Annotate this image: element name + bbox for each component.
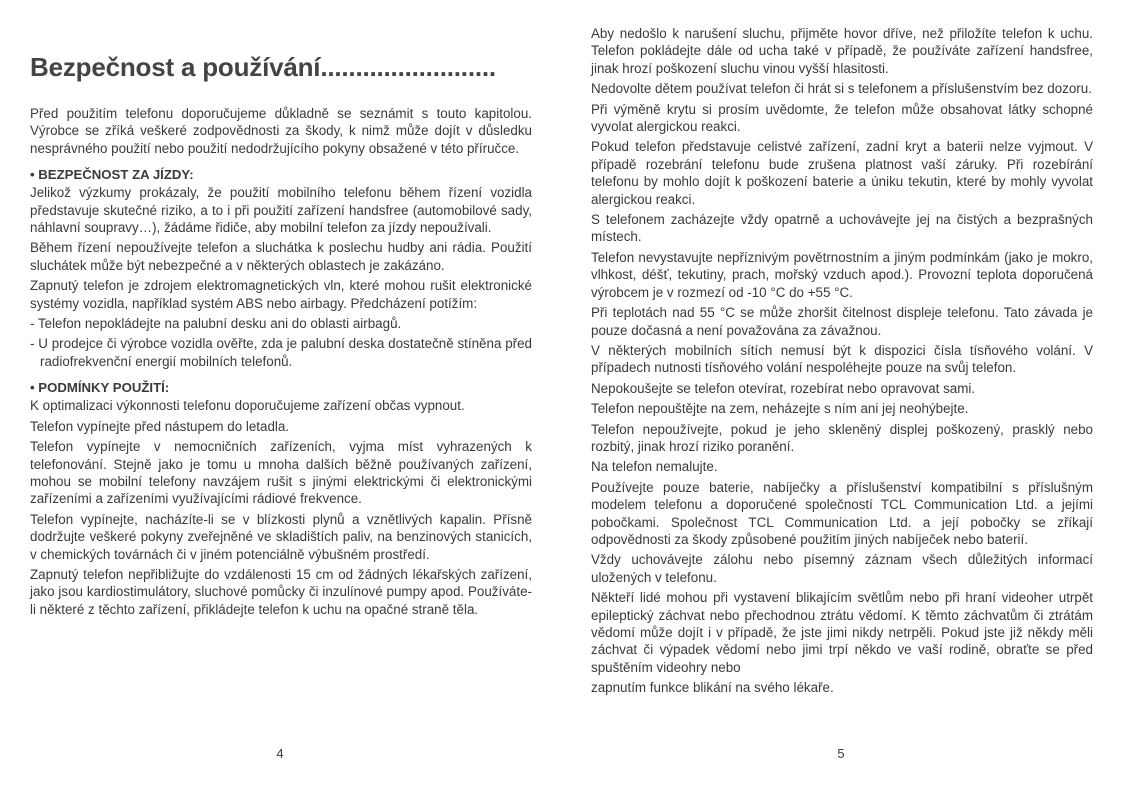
- paragraph: Při výměně krytu si prosím uvědomte, že telefon může obsahovat látky schopné vyvolat alergickou reakci.: [591, 101, 1093, 135]
- paragraph: S telefonem zacházejte vždy opatrně a uchovávejte jej na čistých a bezprašných místech.: [591, 212, 1093, 245]
- left-page-content: [30, 105, 532, 621]
- paragraph: Telefon nevystavujte nepříznivým povětrnostním a jiným podmínkám (jako je mokro, vlhkost, déšť, tekutiny, prach, mořský vzduch apod.). Provozní teplota doporučená výrobcem je v rozmezí od -10 °C do +55 °C.: [591, 249, 1093, 300]
- paragraph: V některých mobilních sítích nemusí být k dispozici čísla tísňového volání. V případech nutnosti tísňového volání nespoléhejte pouze na svůj telefon.: [591, 342, 1093, 376]
- page-number: 4: [276, 746, 284, 761]
- paragraph: Na telefon nemalujte.: [591, 459, 718, 475]
- paragraph: Nepokoušejte se telefon otevírat, rozebírat nebo opravovat sami.: [591, 380, 976, 396]
- paragraph: Telefon vypínejte, nacházíte-li se v blízkosti plynů a vznětlivých kapalin. Přísně dodržujte veškeré pokyny zveřejněné ve skladištích paliv, na benzinových stanicích, v chemických továrnách či v jiném potenciálně výbušném prostředí.: [30, 511, 532, 562]
- intro-paragraph: Před použitím telefonu doporučujeme důkladně se seznámit s touto kapitolou. Výrobce se zříká veškeré zodpovědnosti za škody, k nimž může dojít v důsledku nesprávného použití nebo použití nedodržujícího pokyny obsažené v této příručce.: [30, 106, 532, 156]
- paragraph: Během řízení nepoužívejte telefon a sluchátka k poslechu hudby ani rádia. Použití sluchátek může být nebezpečné a v některých oblastech je zakázáno.: [30, 240, 532, 273]
- paragraph: Aby nedošlo k narušení sluchu, přijměte hovor dříve, než přiložíte telefon k uchu. Telefon pokládejte dále od ucha také v případě, že používáte zařízení handsfree, jinak hrozí poškození sluchu vinou vyšší hlasitosti.: [591, 26, 1093, 76]
- paragraph: Pokud telefon představuje celistvé zařízení, zadní kryt a baterii nelze vyjmout. V případě rozebrání telefonu bude zrušena platnost vaší záruky. Při rozebírání telefonu by mohlo dojít k poškození baterie a úniku tekutin, které by mohly vyvolat alergickou reakci.: [591, 139, 1093, 207]
- paragraph: K optimalizaci výkonnosti telefonu doporučujeme zařízení občas vypnout.: [30, 398, 465, 414]
- paragraph: Telefon vypínejte v nemocničních zařízeních, vyjma míst vyhrazených k telefonování. Stejně jako je tomu u mnoha dalších běžně používaných zařízení, mohou se mobilní telefony navzájem rušit s jinými elektrickými či elektronickými zařízeními a zařízeními využívajícími rádiové frekvence.: [30, 439, 532, 507]
- paragraph: Telefon nepouštějte na zem, neházejte s ním ani jej neohýbejte.: [591, 401, 969, 417]
- paragraph: Jelikož výzkumy prokázaly, že použití mobilního telefonu během řízení vozidla představuje skutečné riziko, a to i při použití zařízení handsfree (automobilové sady, náhlavní soupravy…), žádáme řidiče, aby mobilní telefon za jízdy nepoužívali.: [30, 185, 532, 236]
- bullet-item: - U prodejce či výrobce vozidla ověřte, zda je palubní deska dostatečně stíněna před radiofrekvenční energií mobilních telefonů.: [30, 336, 532, 369]
- paragraph: Zapnutý telefon je zdrojem elektromagnetických vln, které mohou rušit elektronické systémy vozidla, například systém ABS nebo airbagy. Předcházení potížím:: [30, 278, 532, 311]
- right-page-content: [591, 25, 1093, 700]
- section-heading-conditions: • PODMÍNKY POUŽITÍ:: [30, 380, 170, 396]
- section-heading-driving: • BEZPEČNOST ZA JÍZDY:: [30, 167, 194, 183]
- paragraph: Zapnutý telefon nepřibližujte do vzdálenosti 15 cm od žádných lékařských zařízení, jako jsou kardiostimulátory, sluchové pomůcky či inzulínové pumpy apod. Používáte-li některé z těchto zařízení, přikládejte telefon k uchu na opačné straně těla.: [30, 566, 532, 617]
- paragraph: Telefon vypínejte před nástupem do letadla.: [30, 418, 290, 434]
- paragraph: zapnutím funkce blikání na svého lékaře.: [591, 680, 834, 696]
- page-title: Bezpečnost a používání.........................: [30, 52, 496, 82]
- paragraph: Používejte pouze baterie, nabíječky a příslušenství kompatibilní s příslušným modelem telefonu a doporučené společností TCL Communication Ltd. a jejími pobočkami. Společnost TCL Communication Ltd. a její pobočky se zříkají odpovědnosti za škody způsobené použitím jiných nabíječek nebo baterií.: [591, 479, 1093, 547]
- paragraph: Vždy uchovávejte zálohu nebo písemný záznam všech důležitých informací uložených v telefonu.: [591, 552, 1093, 585]
- page-number: 5: [837, 746, 845, 761]
- paragraph: Při teplotách nad 55 °C se může zhoršit čitelnost displeje telefonu. Tato závada je pouze dočasná a není považována za závažnou.: [591, 305, 1093, 338]
- paragraph: Někteří lidé mohou při vystavení blikajícím světlům nebo při hraní videoher utrpět epileptický záchvat nebo přechodnou ztrátu vědomí. K těmto záchvatům či ztrátám vědomí může dojít i v případě, že jste jimi nikdy netrpěli. Pokud jste již někdy měli záchvat či výpadek vědomí nebo jimi trpí někdo ve vaší rodině, obraťte se před spuštěním videohry nebo: [591, 590, 1093, 675]
- paragraph: Telefon nepoužívejte, pokud je jeho skleněný displej poškozený, prasklý nebo rozbitý, jinak hrozí riziko poranění.: [591, 421, 1093, 454]
- paragraph: Nedovolte dětem používat telefon či hrát si s telefonem a příslušenstvím bez dozoru.: [591, 81, 1092, 97]
- bullet-item: - Telefon nepokládejte na palubní desku ani do oblasti airbagů.: [30, 316, 402, 332]
